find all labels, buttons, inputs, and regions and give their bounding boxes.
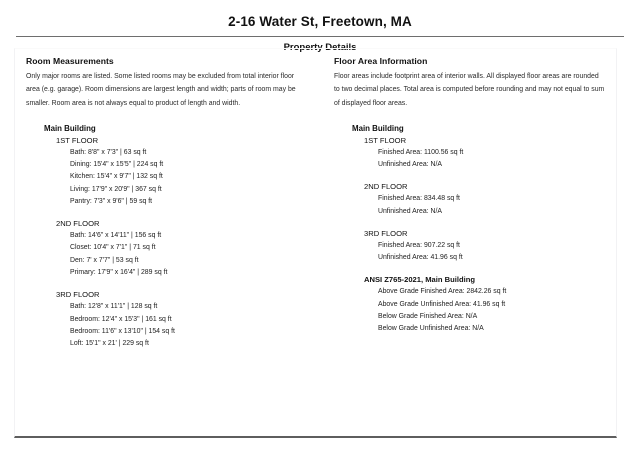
list-item: Bath: 14'6" x 14'11" | 156 sq ft: [70, 232, 162, 240]
room-measurements-building: [26, 124, 310, 351]
area-list: [364, 147, 618, 172]
list-item: Bath: 8'8" x 7'3" | 63 sq ft: [70, 148, 147, 156]
list-item: Unfinished Area: N/A: [378, 207, 442, 215]
list-item: Unfinished Area: N/A: [378, 161, 442, 169]
list-item: Loft: 15'1" x 21' | 229 sq ft: [70, 340, 149, 348]
list-item: Dining: 15'4" x 15'5" | 224 sq ft: [70, 161, 164, 169]
floor-area-building: [334, 124, 618, 336]
building-name: Main Building: [44, 123, 96, 133]
list-item: Primary: 17'9" x 16'4" | 289 sq ft: [70, 269, 168, 276]
list-item: Bedroom: 11'6" x 13'10" | 154 sq ft: [70, 327, 175, 335]
floor-area-column: [322, 56, 618, 350]
floor-label: 2ND FLOOR: [364, 182, 408, 192]
room-measurements-heading: Room Measurements: [26, 56, 114, 66]
room-list: [56, 301, 310, 350]
room-measurements-column: [14, 56, 310, 350]
list-item: Above Grade Unfinished Area: 41.96 sq ft: [378, 300, 506, 308]
list-item: Closet: 10'4" x 7'1" | 71 sq ft: [70, 244, 156, 252]
area-list: [364, 240, 618, 265]
list-item: Below Grade Unfinished Area: N/A: [378, 325, 484, 333]
list-item: Kitchen: 15'4" x 9'7" | 132 sq ft: [70, 173, 163, 181]
floor-label: 3RD FLOOR: [56, 290, 100, 300]
floor-area-heading: Floor Area Information: [334, 56, 428, 66]
floor-group-2nd: [26, 219, 310, 279]
area-group-1st: [334, 136, 618, 172]
page-subtitle: Property Details: [283, 42, 357, 53]
content-columns: [14, 56, 626, 350]
ansi-standard-label: ANSI Z765-2021, Main Building: [364, 275, 475, 285]
list-item: Pantry: 7'3" x 9'6" | 59 sq ft: [70, 197, 153, 205]
area-group-3rd: [334, 229, 618, 265]
page-title: 2-16 Water St, Freetown, MA: [228, 14, 412, 29]
list-item: Above Grade Finished Area: 2842.26 sq ft: [378, 288, 507, 296]
floor-label: 2ND FLOOR: [56, 219, 100, 229]
floor-group-1st: [26, 136, 310, 208]
list-item: Living: 17'9" x 20'9" | 367 sq ft: [70, 185, 162, 193]
list-item: Bedroom: 12'4" x 15'3" | 161 sq ft: [70, 315, 172, 323]
list-item: Below Grade Finished Area: N/A: [378, 313, 478, 320]
floor-group-3rd: [26, 290, 310, 350]
room-list: [56, 147, 310, 208]
floor-area-description: Floor areas include footprint area of interior walls. All displayed floor areas are rounded to two decimal places. Total area is computed before rounding and may not equal to sum of displayed floor areas.: [334, 73, 605, 107]
list-item: Den: 7' x 7'7" | 53 sq ft: [70, 256, 139, 264]
list-item: Bath: 12'8" x 11'1" | 128 sq ft: [70, 303, 158, 311]
area-group-2nd: [334, 182, 618, 218]
floor-label: 3RD FLOOR: [364, 228, 408, 238]
room-list: [56, 230, 310, 279]
ansi-standard-group: [334, 275, 618, 335]
list-item: Finished Area: 907.22 sq ft: [378, 241, 460, 249]
building-name: Main Building: [352, 123, 404, 133]
room-measurements-description: Only major rooms are listed. Some listed rooms may be excluded from total interior floor area (e.g. garage). Room dimensions are largest length and width; parts of room may be smaller. Room area is not always equal to product of length and width.: [26, 73, 296, 107]
floor-label: 1ST FLOOR: [364, 135, 407, 145]
list-item: Unfinished Area: 41.96 sq ft: [378, 254, 463, 262]
area-list: [364, 193, 618, 218]
list-item: Finished Area: 1100.56 sq ft: [378, 148, 464, 156]
document-header: [0, 0, 640, 53]
ansi-area-list: [364, 286, 618, 335]
floor-label: 1ST FLOOR: [56, 135, 99, 145]
list-item: Finished Area: 834.48 sq ft: [378, 195, 460, 203]
